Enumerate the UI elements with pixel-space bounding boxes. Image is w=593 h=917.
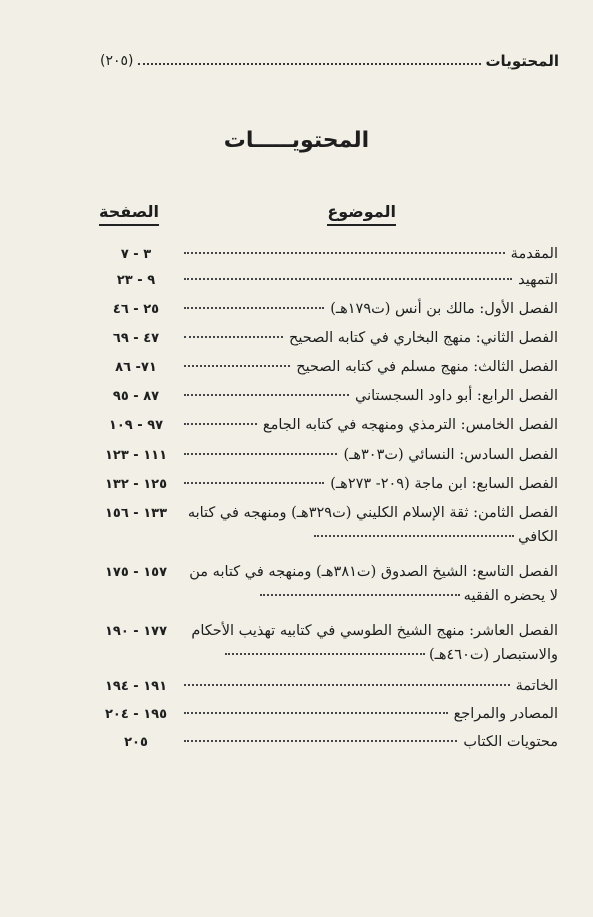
pages-column-header: الصفحة bbox=[99, 203, 159, 226]
toc-entry-title-continued: الكافي bbox=[518, 529, 558, 545]
toc-entry-title: محتويات الكتاب bbox=[463, 734, 558, 750]
toc-entry-row bbox=[94, 444, 558, 468]
toc-entry-row bbox=[94, 298, 558, 322]
toc-entry-row bbox=[94, 561, 558, 585]
toc-entry bbox=[94, 703, 558, 727]
toc-entry-pages: ١٧٧ - ١٩٠ bbox=[104, 624, 168, 639]
toc-entry-pages: ١٩٥ - ٢٠٤ bbox=[104, 707, 168, 722]
toc-entry-title: المقدمة bbox=[510, 246, 558, 262]
dot-leader bbox=[184, 712, 448, 714]
toc-entry-pages: ١٥٧ - ١٧٥ bbox=[104, 565, 168, 580]
toc-entry-continuation bbox=[94, 526, 558, 552]
dot-leader bbox=[184, 307, 324, 309]
dot-leader bbox=[184, 252, 505, 254]
toc-entry-row bbox=[94, 269, 558, 293]
toc-entry-continuation bbox=[94, 644, 558, 670]
dot-leader bbox=[184, 453, 337, 455]
toc-entry-row bbox=[94, 414, 558, 438]
toc-entry bbox=[94, 243, 558, 267]
running-header-title: المحتويات bbox=[485, 52, 559, 70]
toc-entry-pages: ١٣٣ - ١٥٦ bbox=[104, 506, 168, 521]
toc-entry-title: الفصل السادس: النسائي (ت٣٠٣هـ) bbox=[343, 447, 558, 463]
dot-leader bbox=[314, 535, 514, 537]
toc-entry-row bbox=[94, 243, 558, 267]
dot-leader bbox=[260, 594, 460, 596]
toc-entry-title: الفصل العاشر: منهج الشيخ الطوسي في كتابيه تهذيب الأحكام bbox=[191, 623, 558, 639]
dot-leader bbox=[184, 482, 324, 484]
toc-entry-title: الفصل الثالث: منهج مسلم في كتابه الصحيح bbox=[296, 359, 558, 375]
toc-entry-pages: ١١١ - ١٢٣ bbox=[104, 448, 168, 463]
toc-entry-title: الفصل الأول: مالك بن أنس (ت١٧٩هـ) bbox=[330, 301, 558, 317]
toc-entry-continuation bbox=[94, 585, 558, 611]
toc-entry bbox=[94, 414, 558, 438]
toc-entry-title: الفصل التاسع: الشيخ الصدوق (ت٣٨١هـ) ومنهجه في كتابه من bbox=[189, 564, 558, 580]
dot-leader bbox=[184, 365, 290, 367]
toc-entry bbox=[94, 356, 558, 380]
toc-entry-title: الفصل الثاني: منهج البخاري في كتابه الصحيح bbox=[288, 330, 558, 346]
dot-leader bbox=[184, 336, 283, 338]
toc-entry-row bbox=[94, 473, 558, 497]
toc-entry-pages: ٨٧ - ٩٥ bbox=[112, 389, 160, 404]
toc-entry-row bbox=[94, 731, 558, 755]
toc-entry-title: الفصل الخامس: الترمذي ومنهجه في كتابه الجامع bbox=[262, 417, 558, 433]
toc-entry-title: الفصل الرابع: أبو داود السجستاني bbox=[355, 388, 558, 404]
toc-entry-title: الفصل الثامن: ثقة الإسلام الكليني (ت٣٢٩هـ) ومنهجه في كتابه bbox=[187, 505, 558, 521]
toc-entry-row bbox=[94, 356, 558, 380]
toc-entry bbox=[94, 385, 558, 409]
topic-column-header: الموضوع bbox=[327, 203, 396, 226]
toc-entry bbox=[94, 731, 558, 755]
dot-leader bbox=[184, 278, 512, 280]
toc-entry-pages: ٤٧ - ٦٩ bbox=[112, 331, 160, 346]
toc-entry-pages: ١٢٥ - ١٣٢ bbox=[104, 477, 168, 492]
toc-entry-title-continued: والاستبصار (ت٤٦٠هـ) bbox=[428, 647, 558, 663]
page-number: (٢٠٥) bbox=[100, 53, 134, 69]
toc-entry-pages: ٢٠٥ bbox=[124, 735, 148, 750]
toc-entry-row bbox=[94, 502, 558, 526]
toc-entry bbox=[94, 502, 558, 552]
toc-entry-row bbox=[94, 620, 558, 644]
toc-entry bbox=[94, 561, 558, 611]
toc-entry bbox=[94, 675, 558, 699]
toc-entry-title: الخاتمة bbox=[515, 678, 558, 694]
toc-entry-title: المصادر والمراجع bbox=[453, 706, 558, 722]
toc-entry-title: الفصل السابع: ابن ماجة (٢٠٩- ٢٧٣هـ) bbox=[330, 476, 558, 492]
dot-leader bbox=[184, 740, 457, 742]
dot-leader bbox=[184, 684, 510, 686]
toc-entry-title: التمهيد bbox=[518, 272, 558, 288]
toc-entry bbox=[94, 298, 558, 322]
toc-entry bbox=[94, 269, 558, 293]
toc-entry-pages: ١٩١ - ١٩٤ bbox=[104, 679, 168, 694]
toc-entry-row bbox=[94, 703, 558, 727]
toc-entry-pages: ٢٥ - ٤٦ bbox=[112, 302, 160, 317]
running-header bbox=[100, 49, 559, 73]
toc-entry-pages: ٣ - ٧ bbox=[120, 247, 152, 262]
toc-entry-row bbox=[94, 385, 558, 409]
toc-entry bbox=[94, 473, 558, 497]
toc-entry bbox=[94, 620, 558, 670]
toc-entry-pages: ٩ - ٢٣ bbox=[116, 273, 156, 288]
dot-leader bbox=[184, 394, 349, 396]
toc-entry-row bbox=[94, 675, 558, 699]
toc-entry-title-continued: لا يحضره الفقيه bbox=[463, 588, 558, 604]
dot-leader bbox=[184, 423, 257, 425]
running-header-leader bbox=[138, 63, 482, 65]
toc-entry bbox=[94, 327, 558, 351]
page-title: المحتويـــــات bbox=[223, 128, 370, 153]
toc-entry-row bbox=[94, 327, 558, 351]
dot-leader bbox=[225, 653, 425, 655]
toc-entry-pages: ٧١- ٨٦ bbox=[115, 360, 157, 375]
toc-entry bbox=[94, 444, 558, 468]
toc-entry-pages: ٩٧ - ١٠٩ bbox=[108, 418, 164, 433]
